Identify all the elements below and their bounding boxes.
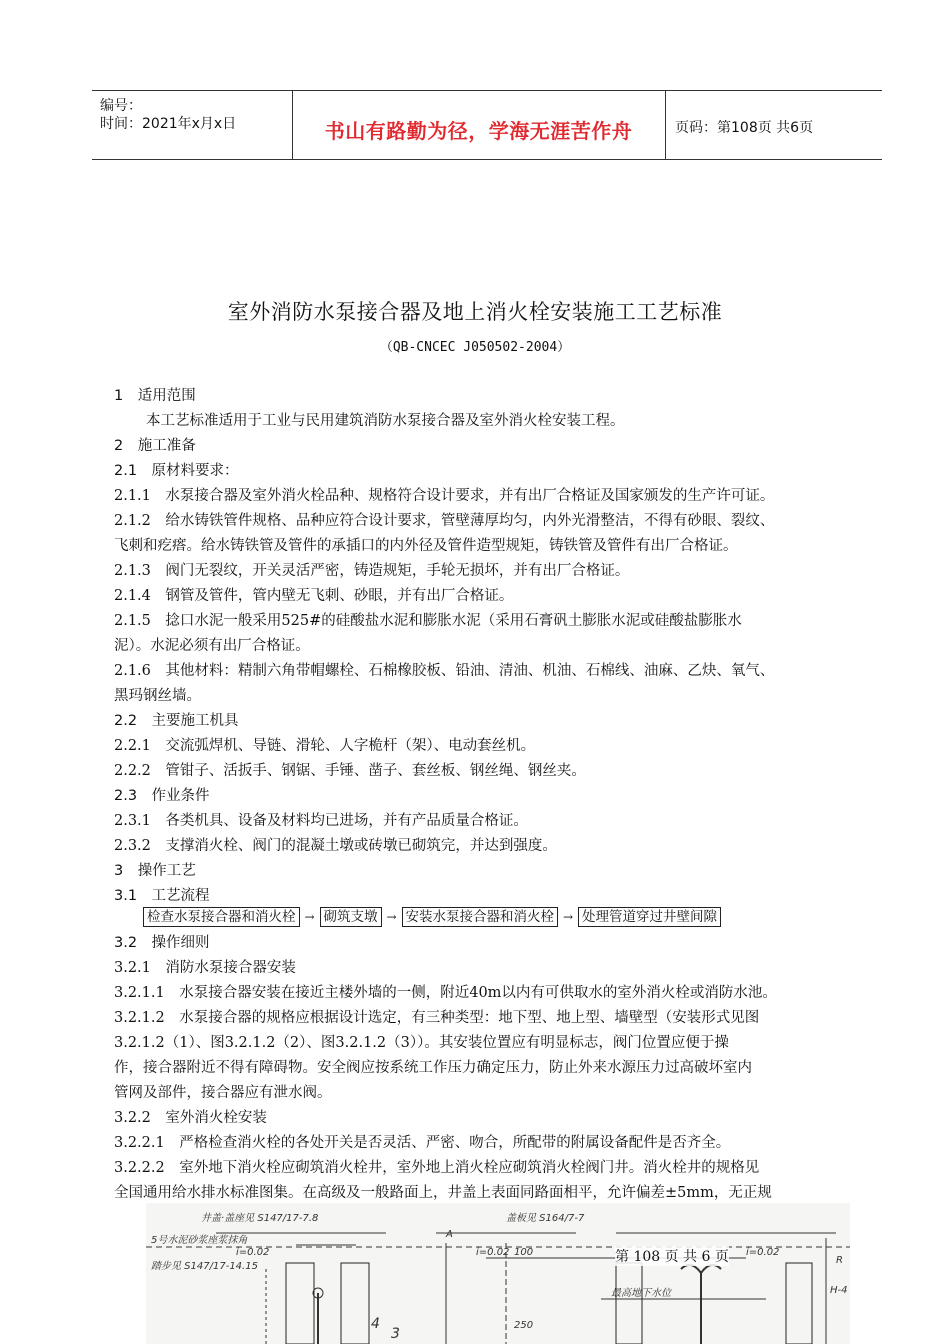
flow-step: 安装水泵接合器和消火栓 [402, 907, 559, 927]
engineering-drawing [146, 1203, 850, 1344]
drawing-label: i=0.02 [746, 1247, 780, 1258]
paragraph-line: 2.1.3 阀门无裂纹，开关灵活严密，铸造规矩，手轮无损坏，并有出厂合格证。 [114, 563, 630, 579]
paragraph-line: 飞刺和疙瘩。给水铸铁管及管件的承插口的内外径及管件造型规矩，铸铁管及管件有出厂合格证。 [114, 538, 738, 554]
drawing-label: 踏步见 S147/17-14.15 [151, 1261, 258, 1272]
drawing-label: 盖板见 S164/7-7 [506, 1213, 585, 1224]
subsection-heading: 3.2 操作细则 [114, 935, 210, 951]
paragraph-line: 全国通用给水排水标准图集。在高级及一般路面上，井盖上表面同路面相平，允许偏差±5mm，无正规 [114, 1185, 772, 1201]
paragraph-line: 3.2.1.1 水泵接合器安装在接近主楼外墙的一侧，附近40m以内有可供取水的室外消火栓或消防水池。 [114, 985, 777, 1001]
page-info: 页码：第108页 共6页 [675, 120, 814, 136]
arrow-right-icon: → [304, 910, 315, 924]
page-number: 第 108 页 共 6 页 [615, 1246, 729, 1266]
paragraph-line: 2.1.6 其他材料：精制六角带帽螺栓、石棉橡胶板、铅油、清油、机油、石棉线、油麻、乙炔、氧气、 [114, 663, 775, 679]
process-flow [143, 907, 721, 927]
paragraph-line: 3.2.2 室外消火栓安装 [114, 1110, 267, 1126]
paragraph-line: 泥）。水泥必须有出厂合格证。 [114, 638, 310, 654]
drawing-label: 5号水泥砂浆座浆抹角 [151, 1235, 248, 1246]
header-motto-cell [292, 91, 666, 159]
header-table [92, 90, 882, 160]
document-code: （QB-CNCEC J050502-2004） [379, 340, 571, 355]
drawing-label: i=0.02 [236, 1247, 270, 1258]
paragraph-line: 2.1.4 钢管及管件，管内壁无飞刺、砂眼，并有出厂合格证。 [114, 588, 514, 604]
document-title: 室外消防水泵接合器及地上消火栓安装施工工艺标准 [227, 300, 723, 324]
flow-step: 处理管道穿过井壁间隙 [578, 907, 721, 927]
section-heading: 1 适用范围 [114, 388, 196, 404]
paragraph-line: 黑玛钢丝墙。 [114, 688, 201, 704]
drawing-label: 3 [391, 1326, 400, 1342]
motto: 书山有路勤为径，学海无涯苦作舟 [324, 119, 633, 143]
paragraph-line: 2.1.2 给水铸铁管件规格、品种应符合设计要求，管壁薄厚均匀，内外光滑整洁，不得有砂眼、裂纹、 [114, 513, 775, 529]
subsection-heading: 2.2 主要施工机具 [114, 713, 239, 729]
subsection-heading: 3.1 工艺流程 [114, 888, 210, 904]
drawing-label: 100 [514, 1247, 534, 1258]
drawing-label: 最高地下水位 [611, 1288, 671, 1299]
subsection-heading: 2.1 原材料要求： [114, 463, 239, 479]
paragraph-line: 2.1.5 捻口水泥一般采用525#的硅酸盐水泥和膨胀水泥（采用石膏矾土膨胀水泥或硅酸盐膨胀水 [114, 613, 742, 629]
number-label: 编号： [100, 98, 142, 114]
paragraph-line: 2.2.2 管钳子、活扳手、钢锯、手锤、凿子、套丝板、钢丝绳、钢丝夹。 [114, 763, 586, 779]
paragraph-line: 作，接合器附近不得有障碍物。安全阀应按系统工作压力确定压力，防止外来水源压力过高破坏室内 [114, 1060, 752, 1076]
paragraph-line: 本工艺标准适用于工业与民用建筑消防水泵接合器及室外消火栓安装工程。 [146, 413, 625, 429]
drawing-svg [146, 1203, 850, 1344]
arrow-right-icon: → [386, 910, 397, 924]
drawing-label: H-4 [830, 1285, 848, 1296]
paragraph-line: 3.2.1.2 水泵接合器的规格应根据设计选定，有三种类型：地下型、地上型、墙壁型（安装形式见图 [114, 1010, 760, 1026]
paragraph-line: 管网及部件，接合器应有泄水阀。 [114, 1085, 332, 1101]
drawing-label: i=0.02 [476, 1247, 510, 1258]
drawing-label: 4 [371, 1316, 380, 1332]
paragraph-line: 3.2.2.2 室外地下消火栓应砌筑消火栓井，室外地上消火栓应砌筑消火栓阀门井。消火栓井的规格见 [114, 1160, 760, 1176]
paragraph-line: 2.3.1 各类机具、设备及材料均已进场，并有产品质量合格证。 [114, 813, 528, 829]
drawing-label: 井盖·盖座见 S147/17-7.8 [201, 1213, 319, 1224]
paragraph-line: 3.2.1.2（1）、图3.2.1.2（2）、图3.2.1.2（3））。其安装位置应有明显标志，阀门位置应便于操 [114, 1035, 729, 1051]
time-label: 时间：2021年x月x日 [100, 116, 237, 132]
section-heading: 2 施工准备 [114, 438, 196, 454]
header-page-cell [665, 91, 882, 159]
drawing-label: 250 [514, 1320, 534, 1331]
paragraph-line: 2.3.2 支撑消火栓、阀门的混凝土墩或砖墩已砌筑完，并达到强度。 [114, 838, 557, 854]
paragraph-line: 3.2.1 消防水泵接合器安装 [114, 960, 296, 976]
paragraph-line: 2.1.1 水泵接合器及室外消火栓品种、规格符合设计要求，并有出厂合格证及国家颁发的生产许可证。 [114, 488, 775, 504]
drawing-label: R [836, 1255, 843, 1266]
section-heading: 3 操作工艺 [114, 863, 196, 879]
paragraph-line: 2.2.1 交流弧焊机、导链、滑轮、人字桅杆（架）、电动套丝机。 [114, 738, 536, 754]
flow-step: 检查水泵接合器和消火栓 [143, 907, 300, 927]
drawing-label: A [446, 1229, 453, 1240]
arrow-right-icon: → [562, 910, 574, 924]
paragraph-line: 3.2.2.1 严格检查消火栓的各处开关是否灵活、严密、吻合，所配带的附属设备配件是否齐全。 [114, 1135, 731, 1151]
subsection-heading: 2.3 作业条件 [114, 788, 210, 804]
flow-step: 砌筑支墩 [320, 907, 382, 927]
header-info-cell [92, 91, 293, 159]
